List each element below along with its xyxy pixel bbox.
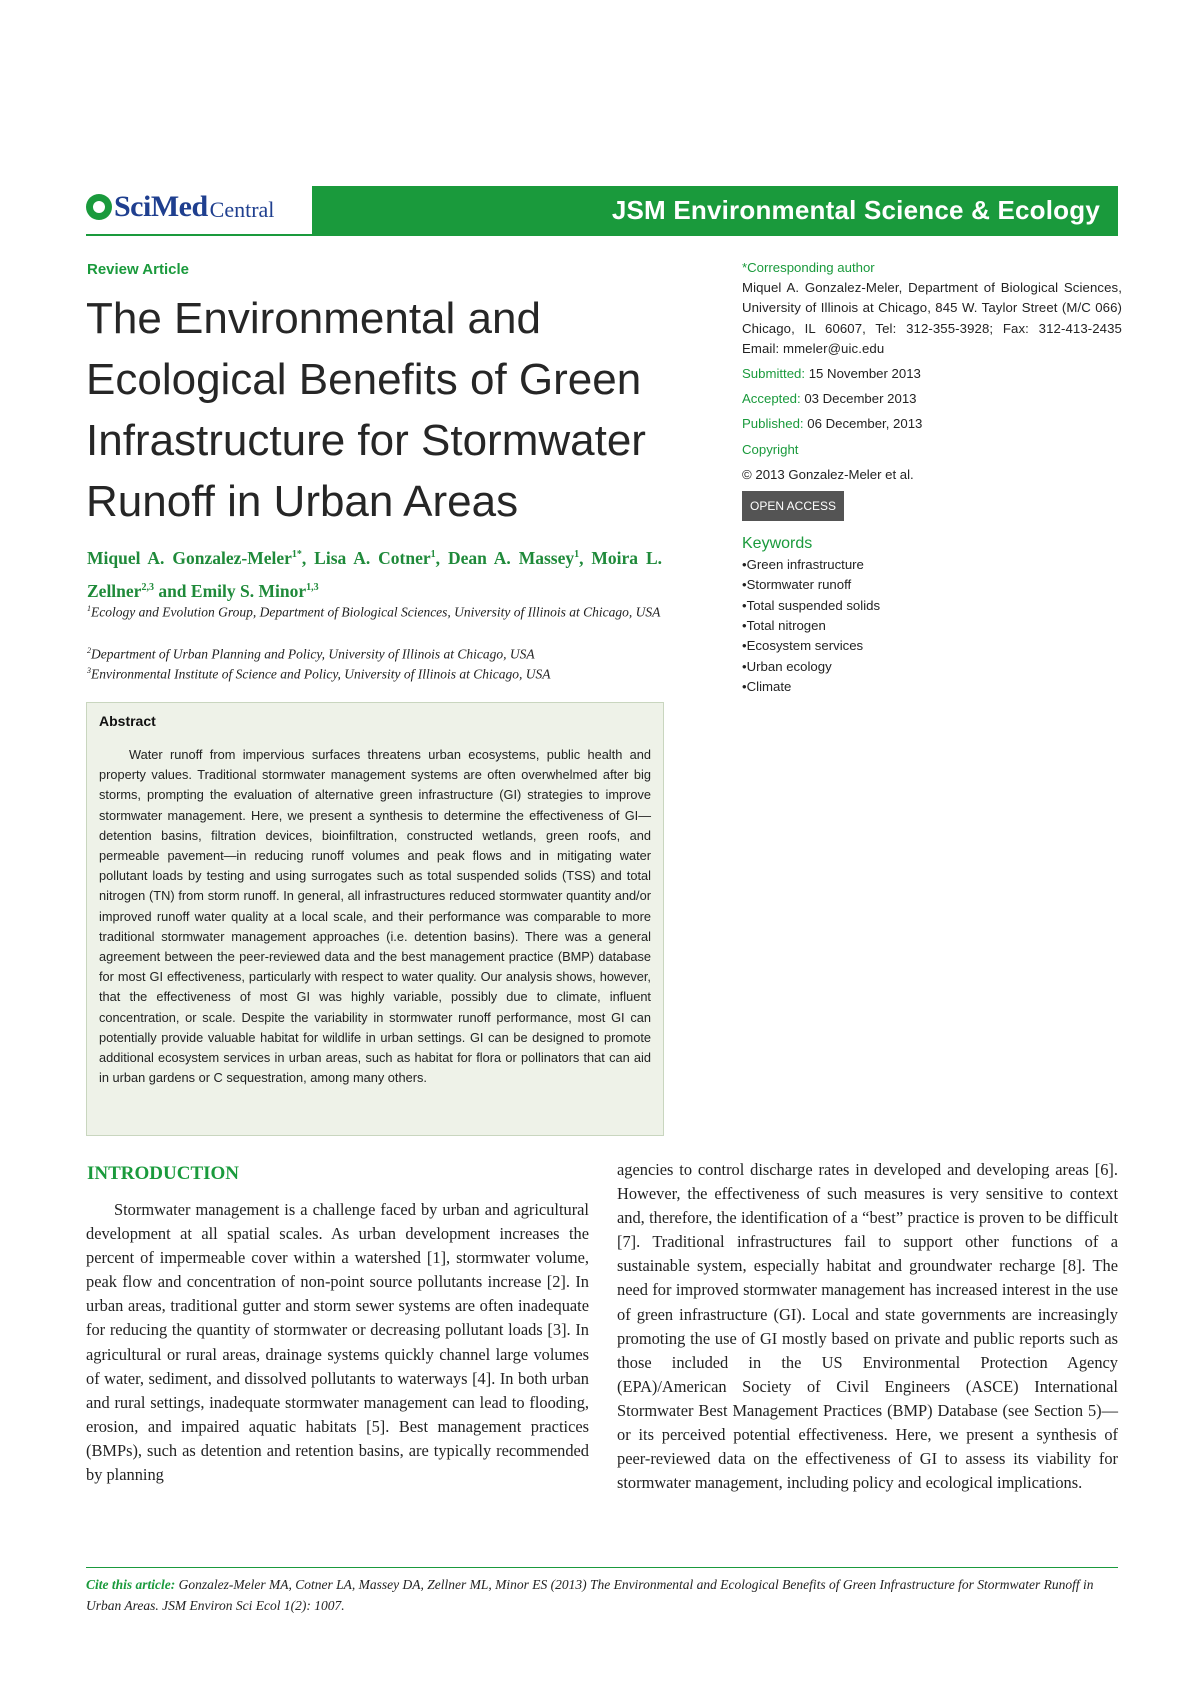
submitted-label: Submitted: [742, 366, 806, 382]
keyword-item: • Total suspended solids [742, 596, 1122, 616]
author-list: Miquel A. Gonzalez-Meler$^{1*}$, Lisa A. Cotner$^1$, Dean A. Massey$^1$, Moira L. Zellner$^{2,3}$ and Emily S. Minor$^{1,3}$ [87, 547, 663, 601]
author-name: Emily S. Minor [190, 580, 307, 601]
accepted-row [742, 389, 1122, 409]
affiliation [87, 661, 687, 685]
corresponding-text: Miquel A. Gonzalez-Meler, Department of Biological Sciences, University of Illinois at Chicago, 845 W. Taylor Street (M/C 066) Chicago, IL 60607, Tel: 312-355-3928; Fax: 312-413-2435 Email: mmeler@uic.edu [742, 280, 1122, 356]
submitted-row [742, 364, 1122, 384]
affiliation-sup: 1 [87, 604, 91, 613]
abstract-heading: Abstract [99, 713, 156, 729]
cite-text: Gonzalez-Meler MA, Cotner LA, Massey DA, Zellner ML, Minor ES (2013) The Environmental and Ecological Benefits of Green Infrastructure for Stormwater Runoff in Urban Areas. JSM Environ Sci Ecol 1(2): 1007. [86, 1577, 1094, 1613]
header-rule [86, 234, 1118, 236]
affiliation-text: Environmental Institute of Science and Policy, University of Illinois at Chicago, USA [91, 666, 551, 682]
keyword-item: • Ecosystem services [742, 636, 1122, 656]
open-access-badge: OPEN ACCESS [742, 491, 844, 521]
author-name: Miquel A. Gonzalez-Meler [87, 547, 292, 568]
author-name: Moira L. Zellner [87, 547, 663, 601]
article-type: Review Article [87, 261, 189, 278]
publisher-logo [86, 186, 274, 228]
author-sup: 1 [430, 549, 436, 560]
affiliation [87, 599, 687, 623]
accepted-label: Accepted: [742, 391, 801, 407]
published-value: 06 December, 2013 [803, 416, 923, 432]
cite-label: Cite this article: [86, 1577, 176, 1592]
abstract-text: Water runoff from impervious surfaces threatens urban ecosystems, public health and property values. Traditional stormwater management systems are often overwhelmed after big storms, prompting the evaluation of alternative green infrastructure (GI) strategies to improve stormwater management. Here, we present a synthesis to determine the effectiveness of GI— detention basins, filtration devices, bioinfiltration, constructed wetlands, green roofs, and permeable pavement—in reducing runoff volumes and peak flows and in mitigating water pollutant loads by testing and using surrogates such as total suspended solids (TSS) and total nitrogen (TN) from storm runoff. In general, all infrastructures reduced stormwater quantity and/or improved runoff water quality at a local scale, and their performance was comparable to more traditional stormwater management approaches (i.e. detention basins). There was a general agreement between the peer-reviewed data and the best management practice (BMP) database for most GI effectiveness, particularly with respect to water quality. Our analysis shows, however, that the effectiveness of most GI was highly variable, possibly due to climate, influent concentration, or scale. Despite the variability in stormwater runoff performance, most GI can potentially provide valuable habitat for wildlife in urban settings. GI can be designed to promote additional ecosystem services in urban areas, such as habitat for flora or pollinators that can aid in urban gardens or C sequestration, among many others. [99, 747, 651, 1086]
affiliation-sup: 2 [87, 646, 91, 655]
author-sup: 1 [574, 549, 580, 560]
author-sup: 1* [291, 549, 302, 560]
logo-scimed: SciMed [114, 190, 208, 223]
submitted-value: 15 November 2013 [805, 366, 921, 382]
journal-band [312, 186, 1118, 234]
body-column-left: Stormwater management is a challenge faced by urban and agricultural development at all spatial scales. As urban development increases the percent of impermeable cover within a watershed [1], stormwater volume, peak flow and concentration of non-point source pollutants increase [2]. In urban areas, traditional gutter and storm sewer systems are often inadequate for reducing the quantity of stormwater or decreasing pollutant loads [3]. In agricultural or rural areas, drainage systems quickly channel large volumes of water, sediment, and dissolved pollutants to waterways [4]. In both urban and rural settings, inadequate stormwater management can lead to flooding, erosion, and impaired aquatic habitats [5]. Best management practices (BMPs), such as detention and retention basins, are typically recommended by planning [86, 1200, 589, 1485]
copyright-value: © 2013 Gonzalez-Meler et al. [742, 466, 914, 482]
keyword-item: • Green infrastructure [742, 555, 1122, 575]
keyword-item: • Urban ecology [742, 657, 1122, 677]
keywords-label: Keywords [742, 535, 813, 553]
keyword-item: • Climate [742, 677, 1122, 697]
author-name: Dean A. Massey [447, 547, 575, 568]
corresponding-label: *Corresponding author [742, 260, 875, 275]
article-info [742, 258, 1122, 697]
abstract-box [86, 702, 664, 1136]
affiliation-text: Ecology and Evolution Group, Department of Biological Sciences, University of Illinois at Chicago, USA [91, 604, 661, 620]
globe-icon [86, 194, 112, 220]
section-heading-introduction: INTRODUCTION [87, 1163, 240, 1184]
keyword-item: • Stormwater runoff [742, 575, 1122, 595]
body-column-right: agencies to control discharge rates in developed and developing areas [6]. However, the effectiveness of such measures is very sensitive to context and, therefore, the identification of a “best” practice is proven to be difficult [7]. Traditional infrastructures fail to support other functions of a sustainable system, especially habitat and groundwater recharge [8]. The need for improved stormwater management has increased interest in the use of green infrastructure (GI). Local and state governments are increasingly promoting the use of GI mostly based on private and public reports such as those included in the US Environmental Protection Agency (EPA)/American Society of Civil Engineers (ASCE) International Stormwater Best Management Practices (BMP) Database (see Section 5)—or its perceived potential effectiveness. Here, we present a synthesis of peer-reviewed data on the effectiveness of GI to assess its viability for stormwater management, including policy and ecological implications. [617, 1160, 1118, 1493]
logo-central: Central [209, 197, 275, 222]
published-row [742, 414, 1122, 434]
footer-rule [86, 1567, 1118, 1568]
author-sup: 1,3 [306, 581, 319, 593]
keyword-item: • Total nitrogen [742, 616, 1122, 636]
author-sup: 2,3 [141, 581, 154, 593]
accepted-value: 03 December 2013 [800, 391, 917, 407]
published-label: Published: [742, 416, 804, 432]
affiliation-text: Department of Urban Planning and Policy, University of Illinois at Chicago, USA [91, 646, 535, 662]
citation [86, 1574, 1120, 1616]
author-name: Lisa A. Cotner [314, 547, 431, 568]
journal-name: JSM Environmental Science & Ecology [611, 195, 1100, 225]
copyright-label: Copyright [742, 441, 799, 457]
affiliation-sup: 3 [87, 666, 91, 675]
article-title: The Environmental and Ecological Benefits of Green Infrastructure for Stormwater Runoff in Urban Areas [86, 294, 646, 526]
